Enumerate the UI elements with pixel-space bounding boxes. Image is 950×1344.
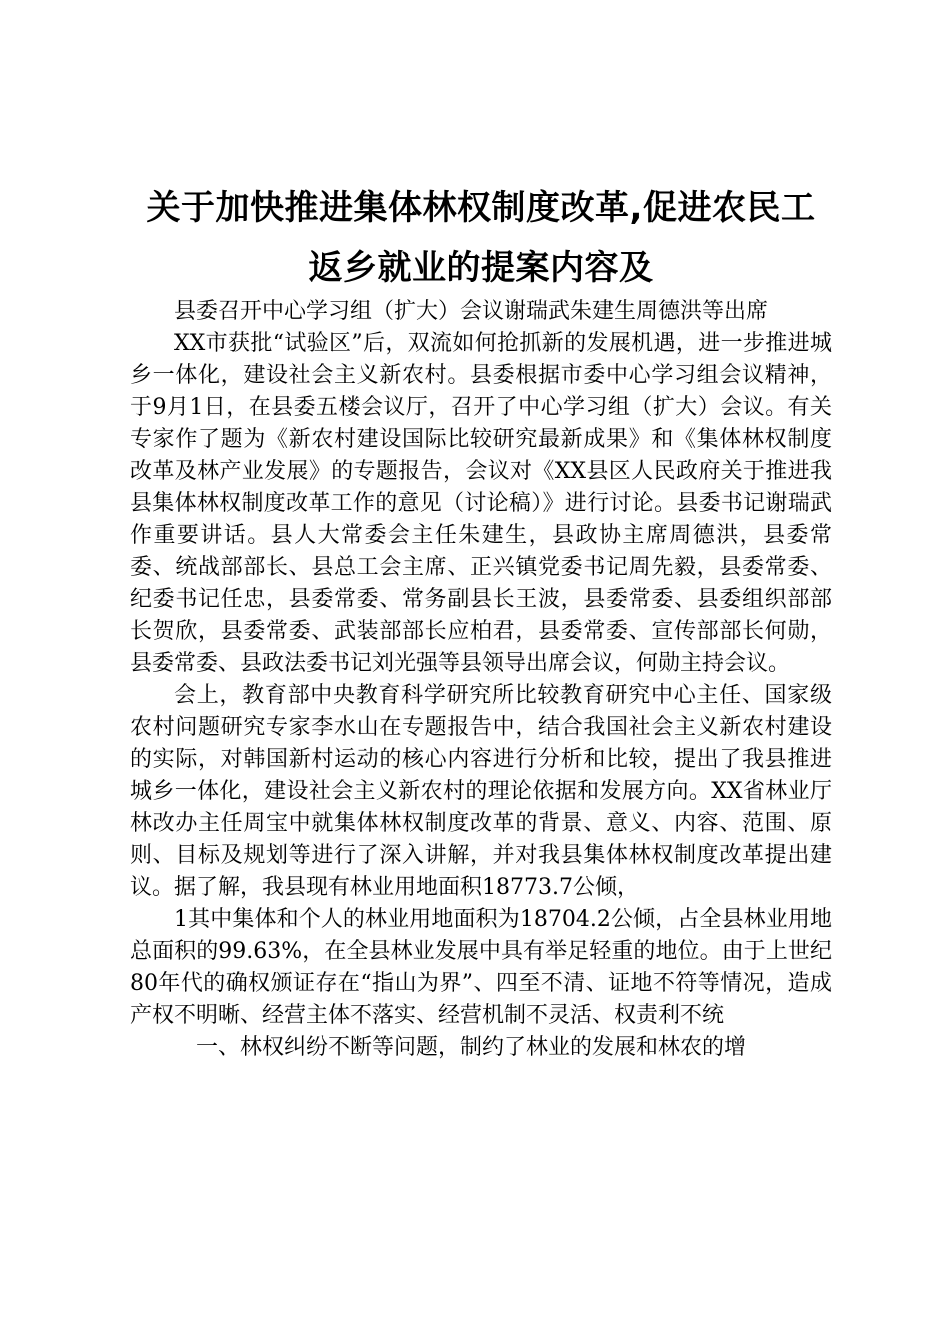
- document-body: [130, 296, 832, 1064]
- paragraph: 1其中集体和个人的林业用地面积为18704.2公倾，占全县林业用地总面积的99.63%，在全县林业发展中具有举足轻重的地位。由于上世纪80年代的确权颁证存在“指山为界”、四至不清、证地不符等情况，造成产权不明晰、经营主体不落实、经营机制不灵活、权责利不统: [130, 907, 832, 1028]
- document-title-line-1: 关于加快推进集体林权制度改革,促进农民工: [146, 188, 816, 228]
- paragraph: XX市获批“试验区”后，双流如何抢抓新的发展机遇，进一步推进城乡一体化，建设社会主义新农村。县委根据市委中心学习组会议精神，于9月1日，在县委五楼会议厅，召开了中心学习组（扩大）会议。有关专家作了题为《新农村建设国际比较研究最新成果》和《集体林权制度改革及林产业发展》的专题报告，会议对《XX县区人民政府关于推进我县集体林权制度改革工作的意见（讨论稿）》进行讨论。县委书记谢瑞武作重要讲话。县人大常委会主任朱建生，县政协主席周德洪，县委常委、统战部部长、县总工会主席、正兴镇党委书记周先毅，县委常委、纪委书记任忠，县委常委、常务副县长王波，县委常委、县委组织部部长贺欣，县委常委、武装部部长应柏君，县委常委、宣传部部长何勋，县委常委、县政法委书记刘光强等县领导出席会议，何勋主持会议。: [130, 331, 832, 676]
- paragraph: 一、林权纠纷不断等问题，制约了林业的发展和林农的增: [196, 1035, 747, 1060]
- paragraph: 会上，教育部中央教育科学研究所比较教育研究中心主任、国家级农村问题研究专家李水山在专题报告中，结合我国社会主义新农村建设的实际，对韩国新村运动的核心内容进行分析和比较，提出了我县推进城乡一体化，建设社会主义新农村的理论依据和发展方向。XX省林业厅林改办主任周宝中就集体林权制度改革的背景、意义、内容、范围、原则、目标及规划等进行了深入讲解，并对我县集体林权制度改革提出建议。据了解，我县现有林业用地面积18773.7公倾，: [130, 683, 832, 900]
- document-title-line-2: 返乡就业的提案内容及: [308, 248, 654, 288]
- paragraph-subtitle: 县委召开中心学习组（扩大）会议谢瑞武朱建生周德洪等出席: [174, 299, 769, 324]
